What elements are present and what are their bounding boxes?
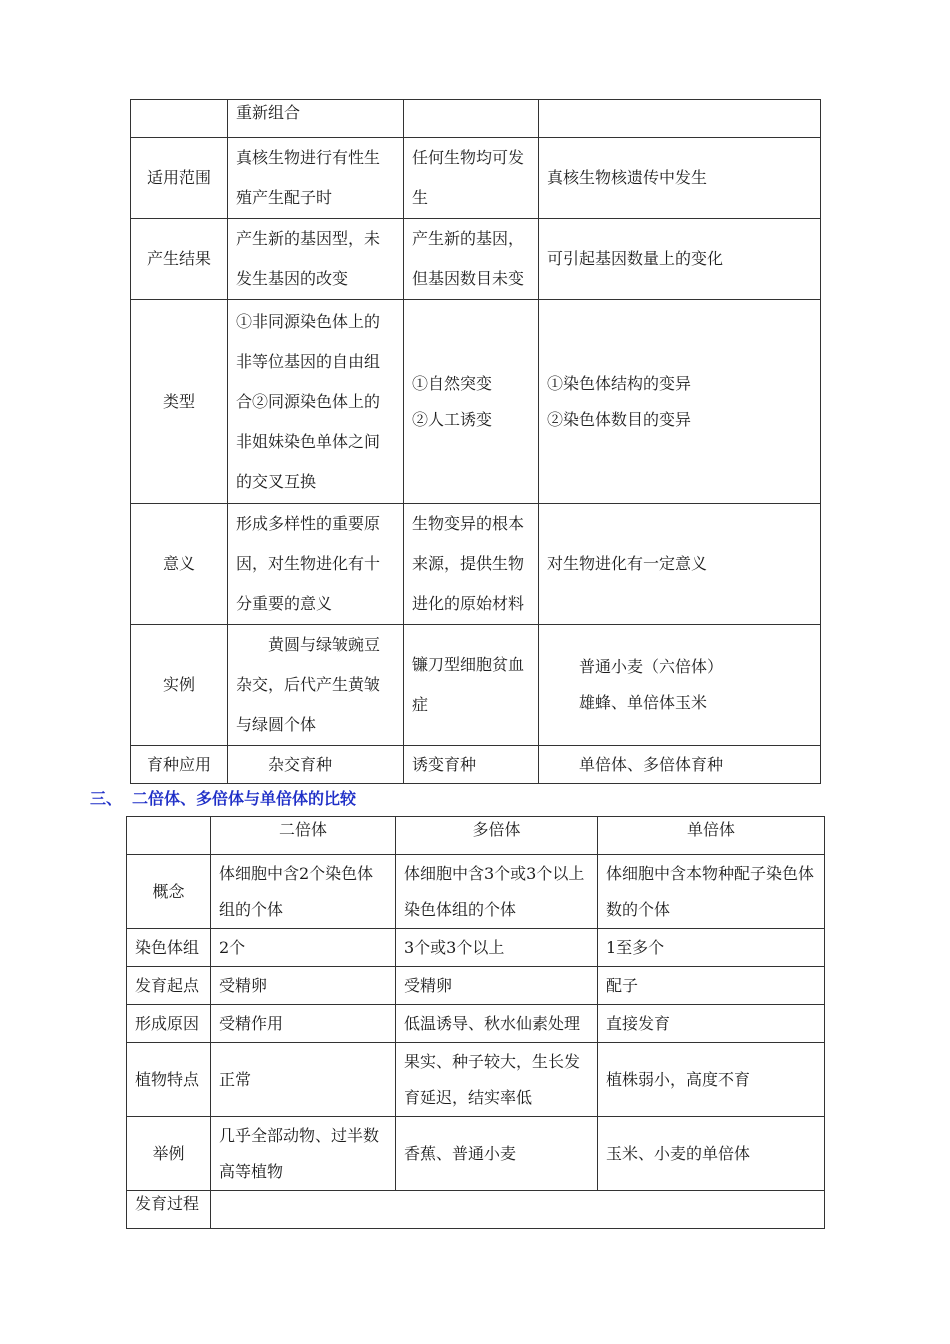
cell: 玉米、小麦的单倍体 xyxy=(598,1117,825,1191)
cell: 受精卵 xyxy=(211,967,396,1005)
cell: 1至多个 xyxy=(598,929,825,967)
table-row xyxy=(131,746,821,784)
cell: 真核生物核遗传中发生 xyxy=(539,138,821,219)
table-row xyxy=(127,855,825,929)
cell: 体细胞中含3个或3个以上染色体组的个体 xyxy=(396,855,598,929)
section-number: 三、 xyxy=(90,789,123,808)
table-row xyxy=(127,1043,825,1117)
cell: 低温诱导、秋水仙素处理 xyxy=(396,1005,598,1043)
cell: 果实、种子较大，生长发育延迟，结实率低 xyxy=(396,1043,598,1117)
row-label: 类型 xyxy=(131,300,228,504)
table-row xyxy=(127,1117,825,1191)
cell: 受精卵 xyxy=(396,967,598,1005)
section-heading xyxy=(90,786,356,809)
row-label: 发育起点 xyxy=(127,967,211,1005)
row-label: 适用范围 xyxy=(131,138,228,219)
row-label: 实例 xyxy=(131,625,228,746)
cell xyxy=(539,300,821,504)
table-row xyxy=(127,929,825,967)
cell: 杂交育种 xyxy=(228,746,404,784)
header-cell: 单倍体 xyxy=(598,817,825,855)
cell: ①非同源染色体上的非等位基因的自由组合②同源染色体上的非姐妹染色单体之间的交叉互换 xyxy=(228,300,404,504)
cell xyxy=(404,300,539,504)
cell-line: ②染色体数目的变异 xyxy=(547,409,692,429)
table-row xyxy=(131,138,821,219)
table-row xyxy=(131,300,821,504)
table-row xyxy=(127,967,825,1005)
cell: 配子 xyxy=(598,967,825,1005)
row-label: 概念 xyxy=(127,855,211,929)
row-label: 产生结果 xyxy=(131,219,228,300)
cell: 受精作用 xyxy=(211,1005,396,1043)
table-row xyxy=(131,100,821,138)
cell-line: ①自然突变 xyxy=(412,373,493,393)
table-row xyxy=(131,504,821,625)
header-cell: 二倍体 xyxy=(211,817,396,855)
cell xyxy=(539,100,821,138)
cell-line: ①染色体结构的变异 xyxy=(547,373,692,393)
cell xyxy=(539,625,821,746)
cell: 对生物进化有一定意义 xyxy=(539,504,821,625)
cell: 生物变异的根本来源，提供生物进化的原始材料 xyxy=(404,504,539,625)
cell-line: 普通小麦（六倍体） xyxy=(579,657,724,676)
row-label: 发育过程 xyxy=(127,1191,211,1229)
header-cell: 多倍体 xyxy=(396,817,598,855)
table-row xyxy=(127,1005,825,1043)
row-label: 育种应用 xyxy=(131,746,228,784)
cell: 产生新的基因，但基因数目未变 xyxy=(404,219,539,300)
row-label: 举例 xyxy=(127,1117,211,1191)
cell: 单倍体、多倍体育种 xyxy=(539,746,821,784)
table-row xyxy=(127,1191,825,1229)
row-label xyxy=(131,100,228,138)
cell xyxy=(404,100,539,138)
section-title: 二倍体、多倍体与单倍体的比较 xyxy=(132,789,357,808)
cell: 产生新的基因型，未发生基因的改变 xyxy=(228,219,404,300)
row-label: 意义 xyxy=(131,504,228,625)
cell: 任何生物均可发生 xyxy=(404,138,539,219)
cell: 形成多样性的重要原因，对生物进化有十分重要的意义 xyxy=(228,504,404,625)
cell: 正常 xyxy=(211,1043,396,1117)
cell: 体细胞中含本物种配子染色体数的个体 xyxy=(598,855,825,929)
comparison-table-variation xyxy=(130,99,821,784)
row-label: 形成原因 xyxy=(127,1005,211,1043)
cell: 重新组合 xyxy=(228,100,404,138)
cell: 可引起基因数量上的变化 xyxy=(539,219,821,300)
cell: 香蕉、普通小麦 xyxy=(396,1117,598,1191)
cell: 体细胞中含2个染色体组的个体 xyxy=(211,855,396,929)
comparison-table-ploidy xyxy=(126,816,825,1229)
cell: 镰刀型细胞贫血症 xyxy=(404,625,539,746)
header-cell xyxy=(127,817,211,855)
cell: 几乎全部动物、过半数高等植物 xyxy=(211,1117,396,1191)
table-header-row xyxy=(127,817,825,855)
cell: 植株弱小，高度不育 xyxy=(598,1043,825,1117)
table-row xyxy=(131,219,821,300)
cell: 3个或3个以上 xyxy=(396,929,598,967)
cell: 真核生物进行有性生殖产生配子时 xyxy=(228,138,404,219)
cell-line: 雄蜂、单倍体玉米 xyxy=(579,693,708,712)
cell: 诱变育种 xyxy=(404,746,539,784)
row-label: 染色体组 xyxy=(127,929,211,967)
cell: 直接发育 xyxy=(598,1005,825,1043)
cell-line: ②人工诱变 xyxy=(412,409,493,429)
cell xyxy=(211,1191,825,1229)
row-label: 植物特点 xyxy=(127,1043,211,1117)
table-row xyxy=(131,625,821,746)
cell: 2个 xyxy=(211,929,396,967)
cell: 黄圆与绿皱豌豆杂交，后代产生黄皱与绿圆个体 xyxy=(228,625,404,746)
